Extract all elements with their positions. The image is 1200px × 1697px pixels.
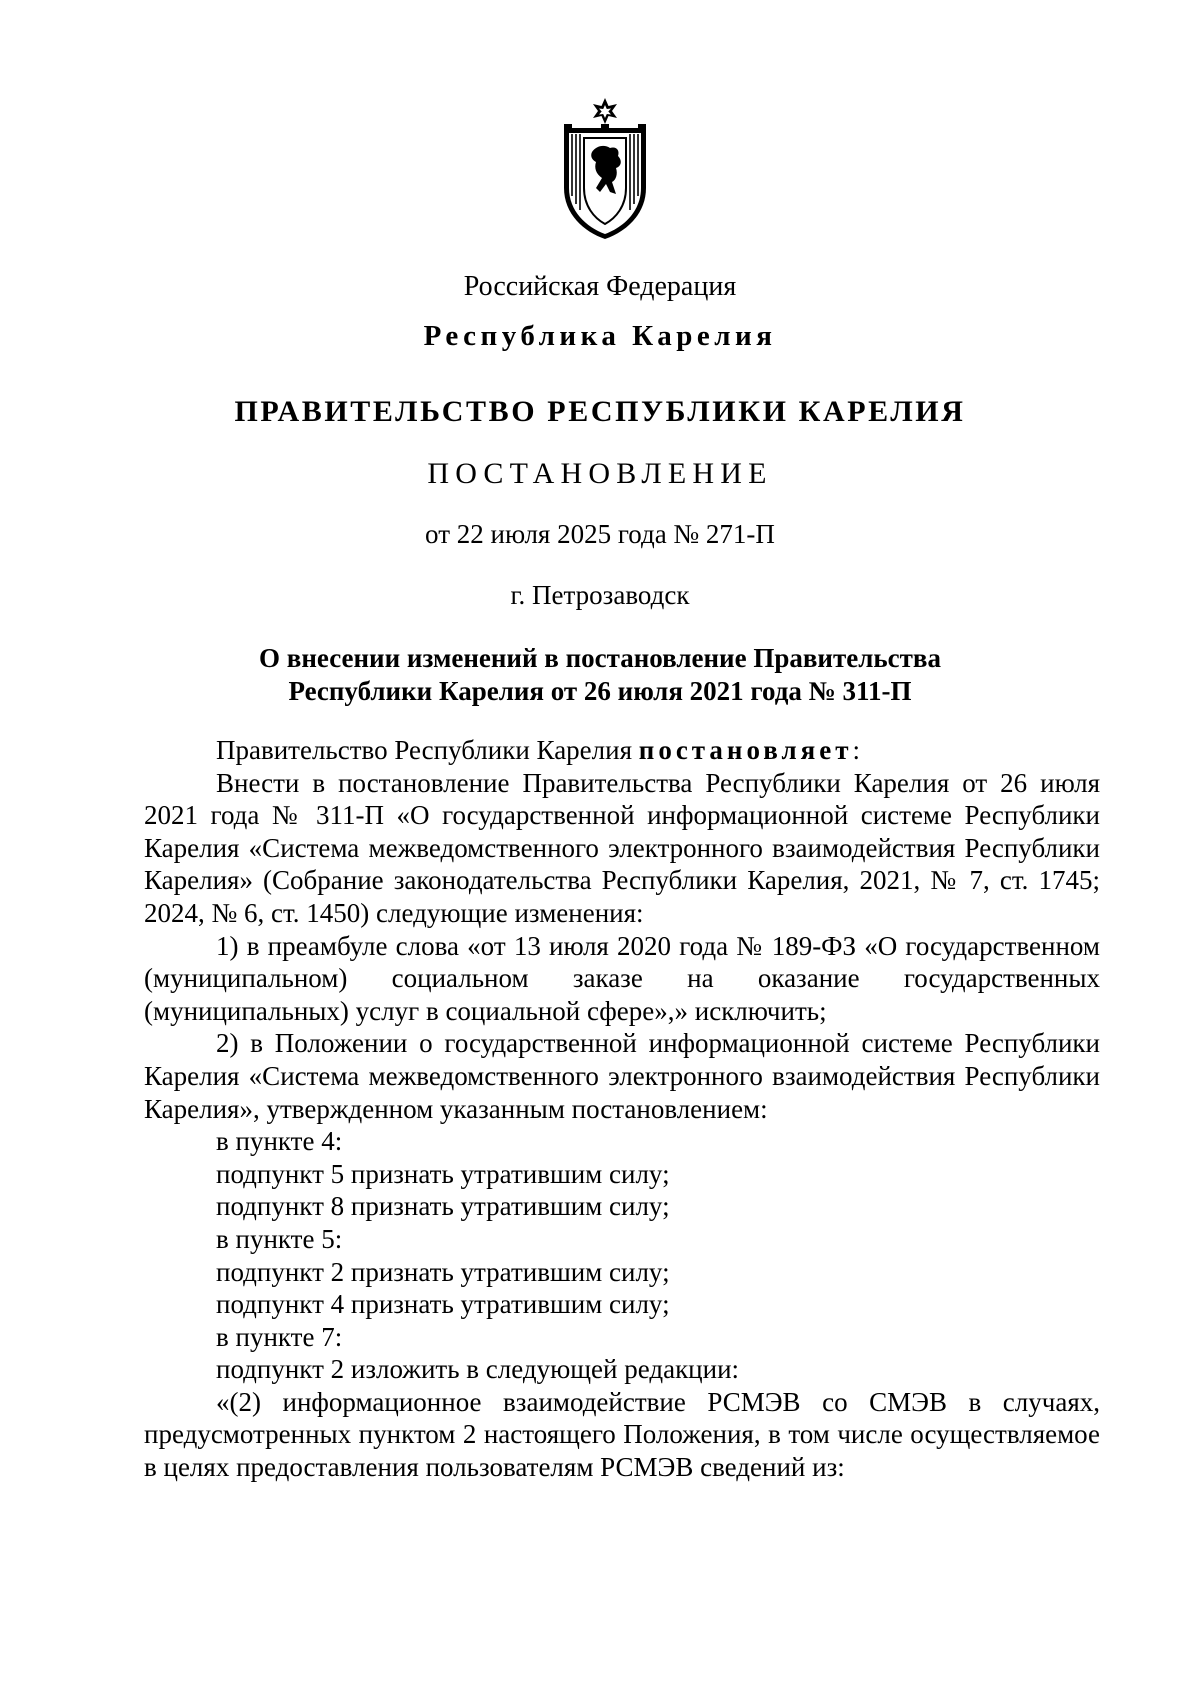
body-paragraph-6: подпункт 8 признать утратившим силу;: [216, 1191, 670, 1222]
intro-decree-word: постановляет: [638, 735, 853, 765]
document-title-line-2: Республики Карелия от 26 июля 2021 года № 311-П: [288, 676, 912, 706]
document-title: [0, 642, 1200, 708]
government-name: ПРАВИТЕЛЬСТВО РЕСПУБЛИКИ КАРЕЛИЯ: [234, 395, 966, 428]
body-paragraph-7: в пункте 5:: [216, 1223, 343, 1254]
body-paragraph-5: подпункт 5 признать утратившим силу;: [216, 1158, 670, 1189]
karelia-coat-of-arms-icon: [556, 96, 654, 242]
body-paragraph-3: 2) в Положении о государственной информационной системе Республики Карелия «Система межведомственного электронного взаимодействия Республики Карелия», утвержденном указанным постановлением:: [144, 1028, 1100, 1124]
coat-of-arms-emblem: [556, 96, 654, 242]
document-title-line-1: О внесении изменений в постановление Правительства: [259, 643, 941, 673]
document-date-number: от 22 июля 2025 года № 271-П: [425, 519, 775, 549]
intro-paragraph: [144, 734, 1100, 767]
intro-suffix: :: [852, 735, 861, 765]
body-paragraph-10: в пункте 7:: [216, 1321, 343, 1352]
document-body: [144, 734, 1100, 1484]
country-name: Российская Федерация: [463, 271, 737, 302]
body-paragraph-1: Внести в постановление Правительства Республики Карелия от 26 июля 2021 года № 311-П «О государственной информационной системе Республики Карелия «Система межведомственного электронного взаимодействия Республики Карелия» (Собрание законодательства Республики Карелия, 2021, № 7, ст. 1745; 2024, № 6, ст. 1450) следующие изменения:: [144, 767, 1100, 928]
republic-name: Республика Карелия: [423, 320, 777, 352]
body-paragraph-9: подпункт 4 признать утратившим силу;: [216, 1289, 670, 1320]
body-paragraph-4: в пункте 4:: [216, 1126, 343, 1157]
body-paragraph-8: подпункт 2 признать утратившим силу;: [216, 1256, 670, 1287]
document-type: ПОСТАНОВЛЕНИЕ: [427, 457, 773, 490]
body-paragraph-2: 1) в преамбуле слова «от 13 июля 2020 года № 189-ФЗ «О государственном (муниципальном) социальном заказе на оказание государственных (муниципальных) услуг в социальной сфере»,» исключить;: [144, 930, 1100, 1026]
document-city: г. Петрозаводск: [510, 580, 690, 610]
intro-prefix: Правительство Республики Карелия: [216, 735, 639, 765]
body-paragraph-11: подпункт 2 изложить в следующей редакции:: [216, 1354, 740, 1385]
body-paragraph-12: «(2) информационное взаимодействие РСМЭВ со СМЭВ в случаях, предусмотренных пунктом 2 настоящего Положения, в том числе осуществляемое в целях предоставления пользователям РСМЭВ сведений из:: [144, 1386, 1100, 1483]
